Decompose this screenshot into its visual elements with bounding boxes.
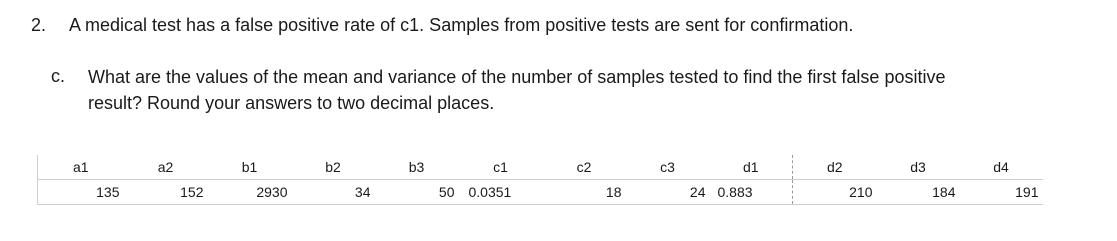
table-header-cell: d1	[710, 155, 793, 180]
table-value-cell: 0.0351	[459, 180, 543, 205]
table-value-cell: 135	[38, 180, 124, 205]
table-value-cell: 152	[124, 180, 208, 205]
table-value-cell: 191	[960, 180, 1043, 205]
table-value-cell: 24	[626, 180, 710, 205]
table-value-cell: 0.883	[710, 180, 793, 205]
table-value-cell: 18	[543, 180, 626, 205]
table-value-cell: 210	[793, 180, 877, 205]
table-header-cell: c2	[543, 155, 626, 180]
table-header-cell: b1	[208, 155, 292, 180]
question-text: A medical test has a false positive rate of c1. Samples from positive tests are sent for confirmation.	[69, 15, 854, 35]
table-header-cell: c1	[459, 155, 543, 180]
subquestion-label: c.	[51, 66, 66, 86]
data-table	[37, 155, 1043, 205]
table-header-cell: b2	[292, 155, 375, 180]
table-value-cell: 184	[877, 180, 960, 205]
table-header-cell: d2	[793, 155, 877, 180]
table-header-row	[38, 155, 1043, 180]
table-value-cell: 34	[292, 180, 375, 205]
subquestion-line-2: result? Round your answers to two decimal places.	[88, 93, 495, 113]
subquestion-line-1: What are the values of the mean and variance of the number of samples tested to find the first false positive	[88, 67, 946, 87]
table-value-row	[38, 180, 1043, 205]
question-number: 2.	[31, 15, 47, 35]
table-header-cell: d4	[960, 155, 1043, 180]
table-value-cell: 2930	[208, 180, 292, 205]
table-value-cell: 50	[375, 180, 459, 205]
table-header-cell: a1	[38, 155, 124, 180]
table-header-cell: a2	[124, 155, 208, 180]
table-header-cell: b3	[375, 155, 459, 180]
table-header-cell: c3	[626, 155, 710, 180]
table-header-cell: d3	[877, 155, 960, 180]
subquestion-text	[88, 64, 1088, 116]
